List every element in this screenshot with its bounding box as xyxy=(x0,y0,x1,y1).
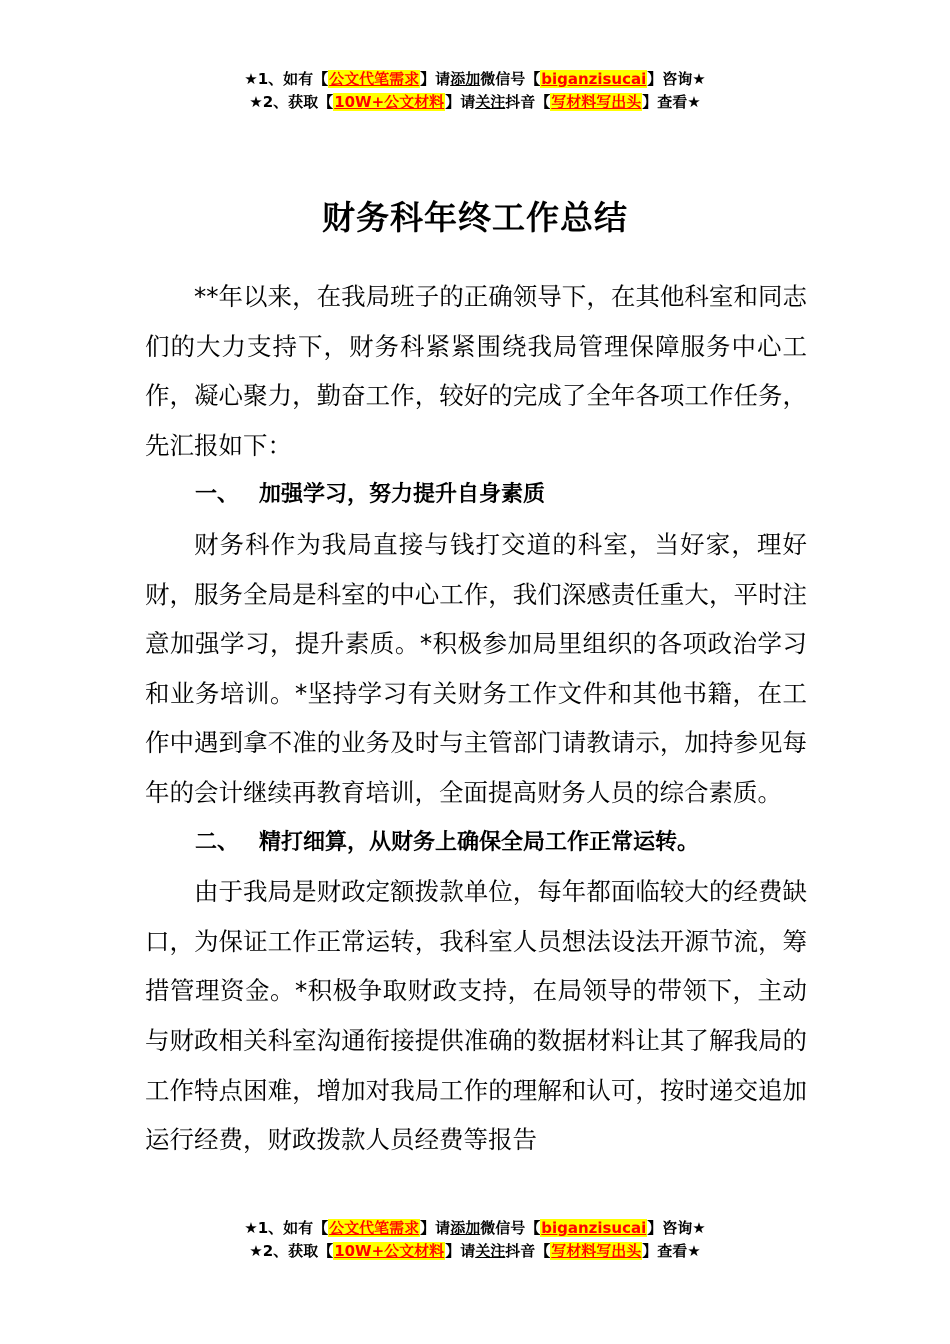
document-body xyxy=(145,272,807,1165)
douyin-account: 写材料写出头 xyxy=(551,93,642,111)
section-heading xyxy=(145,818,807,868)
section-heading-text: 精打细算，从财务上确保全局工作正常运转。 xyxy=(259,829,700,855)
wechat-id: biganzisucai xyxy=(541,1219,647,1237)
wechat-id: biganzisucai xyxy=(541,70,647,88)
intro-paragraph: **年以来，在我局班子的正确领导下，在其他科室和同志们的大力支持下，财务科紧紧围绕我局管理保障服务中心工作，凝心聚力，勤奋工作，较好的完成了全年各项工作任务，先汇报如下： xyxy=(145,282,807,460)
promo-line-1: ★1、如有【公文代笔需求】请添加微信号【biganzisucai】咨询★ xyxy=(244,70,706,88)
section-paragraph: 由于我局是财政定额拨款单位，每年都面临较大的经费缺口，为保证工作正常运转，我科室人员想法设法开源节流，筹措管理资金。*积极争取财政支持，在局领导的带领下，主动与财政相关科室沟通衔接提供准确的数据材料让其了解我局的工作特点困难，增加对我局工作的理解和认可，按时递交追加运行经费，财政拨款人员经费等报告 xyxy=(145,877,807,1155)
promo-line-1: ★1、如有【公文代笔需求】请添加微信号【biganzisucai】咨询★ xyxy=(244,1219,706,1237)
promo-highlight: 公文代笔需求 xyxy=(329,70,420,88)
promo-line-2: ★2、获取【10W+公文材料】请关注抖音【写材料写出头】查看★ xyxy=(249,93,701,111)
promo-highlight: 10W+公文材料 xyxy=(334,1242,445,1260)
promo-line-2: ★2、获取【10W+公文材料】请关注抖音【写材料写出头】查看★ xyxy=(249,1242,701,1260)
promo-highlight: 公文代笔需求 xyxy=(329,1219,420,1237)
section-paragraph: 财务科作为我局直接与钱打交道的科室，当好家，理好财，服务全局是科室的中心工作，我们深感责任重大，平时注意加强学习，提升素质。*积极参加局里组织的各项政治学习和业务培训。*坚持学习有关财务工作文件和其他书籍，在工作中遇到拿不准的业务及时与主管部门请教请示，加持参见每年的会计继续再教育培训，全面提高财务人员的综合素质。 xyxy=(145,529,807,807)
section-number: 一、 xyxy=(195,482,240,508)
document-title: 财务科年终工作总结 xyxy=(322,198,628,238)
promo-banner-bottom xyxy=(0,1217,950,1263)
douyin-account: 写材料写出头 xyxy=(551,1242,642,1260)
section-number: 二、 xyxy=(195,829,240,855)
promo-highlight: 10W+公文材料 xyxy=(334,93,445,111)
section-heading-text: 加强学习，努力提升自身素质 xyxy=(259,482,546,508)
promo-banner-top xyxy=(0,68,950,114)
section-heading xyxy=(145,470,807,520)
